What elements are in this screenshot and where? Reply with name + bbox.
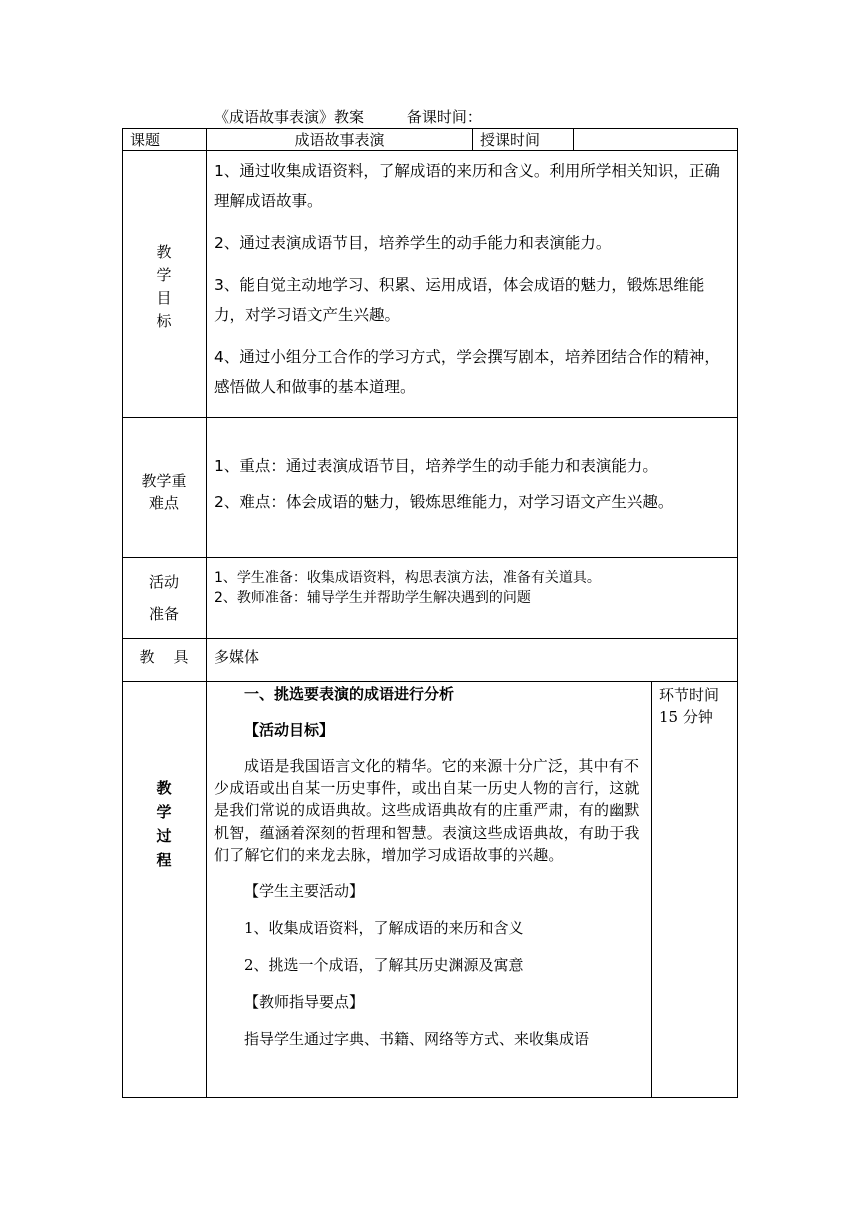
table-divider [573,128,574,150]
class-time-label: 授课时间 [480,131,541,149]
key-points-label-line: 教学重 [141,472,187,490]
activity-goal-heading: 【活动目标】 [244,721,335,739]
process-label-char: 教 [156,779,172,797]
objectives-content [214,156,732,414]
process-label-char: 学 [156,803,172,821]
key-point-item: 1、重点：通过表演成语节目，培养学生的动手能力和表演能力。 [214,457,658,475]
preparation-item: 1、学生准备：收集成语资料，构思表演方法，准备有关道具。 [214,570,601,586]
table-divider [651,681,652,1097]
process-label-char: 程 [156,851,172,869]
objective-item: 1、通过收集成语资料，了解成语的来历和含义。利用所学相关知识，正确理解成语故事。 [214,162,720,210]
objectives-label-char: 标 [156,312,172,330]
preparation-content [214,568,734,608]
objective-item: 2、通过表演成语节目，培养学生的动手能力和表演能力。 [214,234,612,252]
key-points-label-line: 难点 [148,494,179,512]
key-point-item: 2、难点：体会成语的魅力，锻炼思维能力，对学习语文产生兴趣。 [214,493,674,511]
teacher-guidance-heading: 【教师指导要点】 [244,993,365,1012]
tools-value: 多媒体 [214,648,260,666]
preparation-label [122,566,206,630]
table-divider [122,681,738,682]
preparation-label-line: 准备 [148,605,179,623]
student-activity-item: 2、挑选一个成语，了解其历史渊源及寓意 [244,956,524,975]
student-activities-heading: 【学生主要活动】 [244,882,365,901]
process-section-title: 一、挑选要表演的成语进行分析 [244,685,455,703]
table-border-bottom [122,1097,738,1098]
table-divider [122,638,738,639]
objectives-label-char: 目 [156,289,172,307]
topic-value: 成语故事表演 [294,131,385,149]
objectives-label-char: 教 [156,243,172,261]
document-title: 《成语故事表演》教案 备课时间： [214,108,482,126]
objective-item: 4、通过小组分工合作的学习方式，学会撰写剧本，培养团结合作的精神，感悟做人和做事的基本道理。 [214,348,720,396]
process-time-label: 环节时间 [659,686,720,704]
table-divider [122,417,738,418]
process-label [122,776,206,872]
teacher-guidance-text: 指导学生通过字典、书籍、网络等方式、来收集成语 [244,1030,590,1049]
activity-goal-text: 成语是我国语言文化的精华。它的来源十分广泛，其中有不少成语或出自某一历史事件，或出自某一历史人物的言行，这就是我们常说的成语典故。这些成语典故有的庄重严肃，有的幽默机智，蕴涵着深刻的哲理和智慧。表演这些成语典故，有助于我们了解它们的来龙去脉，增加学习成语故事的兴趣。 [214,757,640,864]
key-points-content [214,455,734,527]
objectives-label [122,241,206,333]
process-time [659,684,735,728]
table-divider [472,128,473,150]
student-activity-item: 1、收集成语资料，了解成语的来历和含义 [244,919,524,938]
process-label-char: 过 [156,827,172,845]
objective-item: 3、能自觉主动地学习、积累、运用成语，体会成语的魅力，锻炼思维能力，对学习语文产生兴趣。 [214,276,705,324]
preparation-label-line: 活动 [148,573,179,591]
process-time-value: 15 分钟 [659,708,713,726]
preparation-item: 2、教师准备：辅导学生并帮助学生解决遇到的问题 [214,590,531,606]
topic-label: 课题 [130,131,161,149]
key-points-label [122,470,206,514]
table-divider [737,128,738,1097]
objectives-label-char: 学 [156,266,172,284]
process-content [214,683,644,1050]
tools-label: 教 具 [139,648,189,666]
table-divider [206,128,207,1097]
table-divider [122,557,738,558]
